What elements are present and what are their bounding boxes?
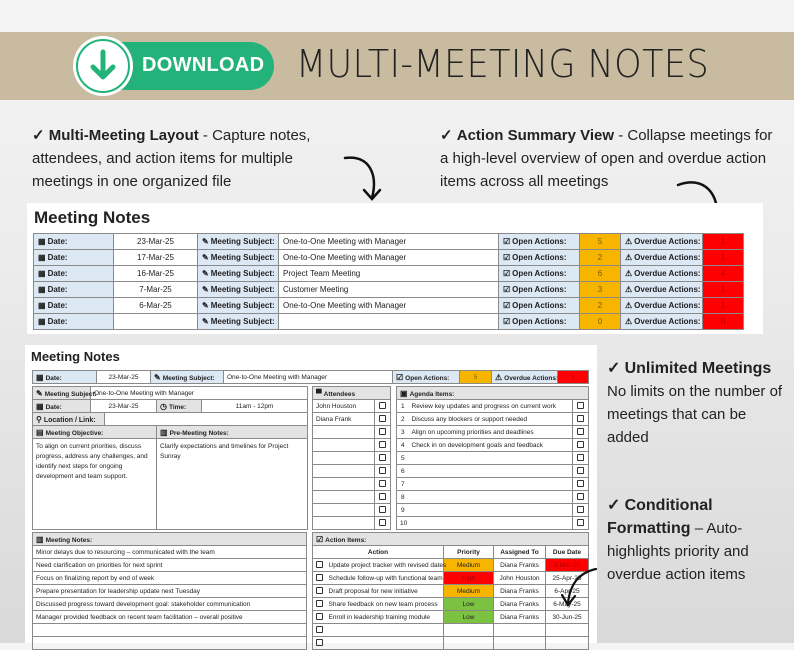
attendee-row — [313, 465, 391, 478]
action-row — [313, 598, 589, 611]
attendee-name[interactable]: Diana Frank — [313, 413, 375, 426]
overdue-actions-count: 1 — [703, 250, 744, 266]
detail-header-row — [32, 370, 589, 384]
calendar-icon: ▦ — [36, 401, 44, 411]
subject-value[interactable]: One-to-One Meeting with Manager — [224, 371, 393, 384]
assigned-to[interactable]: John Houston — [494, 572, 546, 585]
agenda-number: 7 — [397, 478, 409, 491]
agenda-header: ▣ Agenda Items: — [397, 387, 589, 400]
open-actions-label: ☑ Open Actions: — [499, 234, 580, 250]
priority-cell[interactable]: Medium — [444, 585, 494, 598]
date-label: ▦ Date: — [34, 250, 114, 266]
agenda-number: 6 — [397, 465, 409, 478]
note-row — [33, 624, 307, 637]
attendee-row — [313, 504, 391, 517]
attendee-name[interactable] — [313, 465, 375, 478]
check-icon: ✓ — [607, 360, 621, 377]
due-date[interactable]: 30-Jun-25 — [546, 611, 589, 624]
summary-sheet — [27, 203, 763, 334]
checkbox[interactable] — [379, 519, 386, 526]
open-actions-label: ☑ Open Actions: — [393, 371, 460, 384]
agenda-text[interactable]: Align on upcoming priorities and deadlines — [409, 426, 573, 439]
checkbox[interactable] — [379, 493, 386, 500]
note-row — [33, 572, 307, 585]
open-actions-count: 0 — [580, 314, 621, 330]
checkbox[interactable] — [379, 415, 386, 422]
note-row — [33, 546, 307, 559]
agenda-text[interactable]: Review key updates and progress on current work — [409, 400, 573, 413]
objective-label: ▤ Meeting Objective: — [33, 426, 157, 439]
assigned-to[interactable]: Diana Franks — [494, 559, 546, 572]
download-label: DOWNLOAD — [142, 54, 265, 76]
checkbox[interactable] — [379, 402, 386, 409]
note-text[interactable]: Discussed progress toward development goal: stakeholder communication — [33, 598, 307, 611]
action-items-header: ☑ Action Items: — [313, 533, 589, 546]
col-priority: Priority — [444, 546, 494, 559]
meeting-info-block — [32, 386, 308, 530]
note-row — [33, 585, 307, 598]
action-row — [313, 585, 589, 598]
attendee-name[interactable] — [313, 478, 375, 491]
overdue-actions-label: ⚠ Overdue Actions: — [621, 266, 703, 282]
warning-icon: ⚠ — [625, 317, 633, 326]
subject-label: ✎ Meeting Subject: — [198, 250, 279, 266]
priority-cell[interactable]: High — [444, 572, 494, 585]
note-text[interactable]: Manager provided feedback on recent team facilitation – overall positive — [33, 611, 307, 624]
warning-icon: ⚠ — [625, 237, 633, 246]
agenda-text[interactable]: Discuss any blockers or support needed — [409, 413, 573, 426]
agenda-text[interactable] — [409, 517, 573, 530]
subject-value[interactable]: One-to-One Meeting with Manager — [279, 250, 499, 266]
action-text[interactable]: Update project tracker with revised dates — [326, 559, 444, 572]
checkbox[interactable] — [577, 428, 584, 435]
page-title: MULTI-MEETING NOTES — [296, 42, 710, 86]
agenda-row — [397, 491, 589, 504]
assigned-to[interactable] — [494, 624, 546, 637]
priority-cell[interactable] — [444, 637, 494, 650]
calendar-icon: ▦ — [38, 301, 46, 310]
attendee-row — [313, 517, 391, 530]
action-text[interactable]: Draft proposal for new initiative — [326, 585, 444, 598]
attendee-name[interactable] — [313, 517, 375, 530]
action-row — [313, 637, 589, 650]
calendar-icon: ▦ — [38, 285, 46, 294]
attendee-name[interactable] — [313, 491, 375, 504]
warning-icon: ⚠ — [625, 285, 633, 294]
callout-title: Multi-Meeting Layout — [48, 127, 199, 144]
agenda-text[interactable] — [409, 478, 573, 491]
objective-text[interactable]: To align on current priorities, discuss progress, address any challenges, and identify next steps for ongoing development and team support. — [33, 439, 157, 530]
date-label: ▦ Date: — [34, 314, 114, 330]
agenda-number: 5 — [397, 452, 409, 465]
subject-value[interactable]: One-to-One Meeting with Manager — [279, 234, 499, 250]
checkbox-icon: ☑ — [503, 317, 511, 326]
priority-cell[interactable] — [444, 624, 494, 637]
date-value[interactable]: 23-Mar-25 — [114, 234, 198, 250]
action-row — [313, 624, 589, 637]
download-arrow-icon — [76, 39, 130, 93]
agenda-row — [397, 465, 589, 478]
summary-row[interactable] — [34, 266, 744, 282]
checkbox[interactable] — [379, 480, 386, 487]
subject-label: ✎ Meeting Subject: — [33, 387, 91, 400]
checkbox[interactable] — [577, 454, 584, 461]
note-text[interactable] — [33, 637, 307, 650]
checkbox[interactable] — [577, 467, 584, 474]
note-row — [33, 598, 307, 611]
curved-arrow-icon — [340, 150, 390, 205]
check-icon: ✓ — [440, 127, 453, 144]
agenda-text[interactable] — [409, 504, 573, 517]
calendar-icon: ▦ — [38, 317, 46, 326]
checkbox[interactable] — [379, 441, 386, 448]
curved-arrow-icon — [560, 565, 600, 610]
date-value[interactable]: 23-Mar-25 — [91, 400, 157, 413]
warning-icon: ⚠ — [625, 253, 633, 262]
agenda-row — [397, 413, 589, 426]
action-row — [313, 559, 589, 572]
checkbox[interactable] — [577, 519, 584, 526]
callout-body: No limits on the number of meetings that can be added — [607, 383, 783, 446]
attendee-name[interactable] — [313, 426, 375, 439]
checkbox[interactable] — [577, 402, 584, 409]
agenda-row — [397, 439, 589, 452]
sheet-title: Meeting Notes — [34, 208, 151, 227]
subject-label: ✎ Meeting Subject: — [198, 234, 279, 250]
calendar-icon: ▦ — [38, 237, 46, 246]
checkbox[interactable] — [316, 587, 323, 594]
pin-icon: ✎ — [202, 269, 209, 278]
attendee-row — [313, 452, 391, 465]
open-actions-count: 5 — [460, 371, 492, 384]
agenda-number: 4 — [397, 439, 409, 452]
callout-title: Conditional Formatting — [607, 497, 713, 537]
checkbox[interactable] — [379, 467, 386, 474]
summary-row[interactable] — [34, 298, 744, 314]
col-assigned: Assigned To — [494, 546, 546, 559]
overdue-actions-count: 0 — [703, 314, 744, 330]
subject-label: ✎ Meeting Subject: — [198, 266, 279, 282]
calendar-icon: ▦ — [38, 269, 46, 278]
checkbox[interactable] — [577, 415, 584, 422]
clock-icon: ◷ — [160, 401, 167, 411]
due-date[interactable] — [546, 637, 589, 650]
action-text[interactable]: Enroll in leadership training module — [326, 611, 444, 624]
download-button[interactable] — [78, 42, 274, 90]
due-date[interactable]: 6-May-25 — [546, 598, 589, 611]
location-value[interactable] — [105, 413, 308, 426]
open-actions-count: 6 — [580, 266, 621, 282]
pin-icon: ✎ — [202, 285, 209, 294]
pin-icon: ✎ — [202, 253, 209, 262]
open-actions-count: 2 — [580, 250, 621, 266]
date-label: ▦ Date: — [34, 234, 114, 250]
date-label: ▦ Date: — [33, 400, 91, 413]
summary-row[interactable] — [34, 250, 744, 266]
action-text[interactable]: Share feedback on new team process — [326, 598, 444, 611]
pre-notes-label: ▥ Pre-Meeting Notes: — [157, 426, 308, 439]
callout-title: Unlimited Meetings — [624, 360, 772, 377]
callout-body: - Collapse meetings for a high-level overview of open and overdue action items across all meetings — [440, 127, 773, 190]
agenda-number: 2 — [397, 413, 409, 426]
notebook-icon: ▥ — [36, 534, 44, 544]
callout-conditional-formatting — [607, 494, 777, 586]
priority-cell[interactable]: Low — [444, 598, 494, 611]
detail-sheet — [25, 345, 597, 643]
callout-unlimited-meetings — [607, 357, 787, 449]
pin-icon: ✎ — [154, 372, 161, 382]
agenda-row — [397, 400, 589, 413]
pin-icon: ✎ — [202, 317, 209, 326]
subject-value[interactable]: Project Team Meeting — [279, 266, 499, 282]
col-due: Due Date — [546, 546, 589, 559]
date-value[interactable]: 16-Mar-25 — [114, 266, 198, 282]
check-icon: ✓ — [32, 127, 45, 144]
agenda-row — [397, 426, 589, 439]
checkbox-icon: ☑ — [503, 285, 511, 294]
checkbox[interactable] — [379, 454, 386, 461]
agenda-number: 8 — [397, 491, 409, 504]
overdue-actions-count: 4 — [703, 266, 744, 282]
checkbox[interactable] — [316, 626, 323, 633]
overdue-actions-label: ⚠ Overdue Actions: — [621, 250, 703, 266]
assigned-to[interactable]: Diana Franks — [494, 585, 546, 598]
pin-icon: ✎ — [202, 237, 209, 246]
note-text[interactable]: Prepare presentation for leadership update next Tuesday — [33, 585, 307, 598]
subject-value[interactable] — [279, 314, 499, 330]
date-value[interactable]: 17-Mar-25 — [114, 250, 198, 266]
attendees-table — [312, 386, 391, 530]
note-row — [33, 637, 307, 650]
checkbox[interactable] — [379, 506, 386, 513]
attendee-name[interactable]: John Houston — [313, 400, 375, 413]
subject-value[interactable]: Customer Meeting — [279, 282, 499, 298]
open-actions-label: ☑ Open Actions: — [499, 282, 580, 298]
checkbox-icon: ☑ — [503, 253, 511, 262]
checkbox[interactable] — [316, 639, 323, 646]
checkbox[interactable] — [379, 428, 386, 435]
time-label: ◷ Time: — [157, 400, 202, 413]
checkbox-icon: ☑ — [316, 534, 324, 544]
agenda-row — [397, 517, 589, 530]
date-value[interactable]: 6-Mar-25 — [114, 298, 198, 314]
checkbox-icon: ☑ — [396, 372, 404, 382]
open-actions-count: 3 — [580, 282, 621, 298]
action-text[interactable] — [326, 637, 444, 650]
meeting-notes-table — [32, 532, 307, 650]
attendee-row — [313, 439, 391, 452]
open-actions-label: ☑ Open Actions: — [499, 250, 580, 266]
attendee-row — [313, 413, 391, 426]
summary-row[interactable] — [34, 234, 744, 250]
overdue-actions-label: ⚠ Overdue Actions: — [621, 282, 703, 298]
callout-body: – Auto-highlights priority and overdue action items — [607, 520, 749, 583]
overdue-actions-count: 1 — [703, 282, 744, 298]
subject-label: ✎ Meeting Subject: — [198, 282, 279, 298]
action-row — [313, 611, 589, 624]
location-label: ⚲ Location / Link: — [33, 413, 105, 426]
checkbox-icon: ☑ — [503, 237, 511, 246]
date-label: ▦ Date: — [34, 298, 114, 314]
subject-label: ✎ Meeting Subject: — [198, 298, 279, 314]
date-label: ▦ Date: — [34, 282, 114, 298]
attendee-name[interactable] — [313, 439, 375, 452]
overdue-actions-label: ⚠ Overdue Actions: — [621, 234, 703, 250]
checkbox[interactable] — [577, 480, 584, 487]
callout-title: Action Summary View — [456, 127, 615, 144]
due-date[interactable]: 25-Apr-25 — [546, 572, 589, 585]
checkbox-icon: ☑ — [503, 301, 511, 310]
open-actions-count: 5 — [580, 234, 621, 250]
pin-icon: ✎ — [202, 301, 209, 310]
checkbox[interactable] — [316, 600, 323, 607]
priority-cell[interactable]: Low — [444, 611, 494, 624]
checkbox[interactable] — [316, 613, 323, 620]
subject-value[interactable]: One-to-One Meeting with Manager — [91, 387, 308, 400]
due-date[interactable]: 6-Apr-25 — [546, 585, 589, 598]
agenda-row — [397, 452, 589, 465]
agenda-number: 10 — [397, 517, 409, 530]
attendee-row — [313, 491, 391, 504]
calendar-icon: ▦ — [38, 253, 46, 262]
time-value[interactable]: 11am - 12pm — [202, 400, 308, 413]
date-label: ▦ Date: — [33, 371, 97, 384]
agenda-row — [397, 504, 589, 517]
warning-icon: ⚠ — [625, 269, 633, 278]
overdue-actions-label: ⚠ Overdue Actions: — [492, 371, 558, 384]
overdue-actions-count: 1 — [703, 234, 744, 250]
note-text[interactable]: Minor delays due to resourcing – communicated with the team — [33, 546, 307, 559]
notebook-icon: ▥ — [160, 427, 168, 437]
action-row — [313, 572, 589, 585]
location-pin-icon: ⚲ — [36, 414, 42, 424]
pin-icon: ✎ — [36, 388, 43, 398]
checkbox[interactable] — [577, 441, 584, 448]
attendee-row — [313, 400, 391, 413]
agenda-text[interactable] — [409, 452, 573, 465]
document-icon: ▤ — [36, 427, 44, 437]
attendee-row — [313, 426, 391, 439]
agenda-text[interactable] — [409, 465, 573, 478]
notes-header: ▥ Meeting Notes: — [33, 533, 307, 546]
warning-icon: ⚠ — [495, 372, 503, 382]
warning-icon: ⚠ — [625, 301, 633, 310]
overdue-actions-count: 1 — [558, 371, 589, 384]
date-value[interactable]: 23-Mar-25 — [97, 371, 151, 384]
subject-label: ✎ Meeting Subject: — [151, 371, 224, 384]
action-text[interactable]: Schedule follow-up with functional team — [326, 572, 444, 585]
open-actions-label: ☑ Open Actions: — [499, 266, 580, 282]
priority-cell[interactable]: Medium — [444, 559, 494, 572]
people-icon: ▀ — [316, 388, 322, 398]
pre-notes-text[interactable]: Clarify expectations and timelines for Project Sunray — [157, 439, 308, 530]
checkbox[interactable] — [577, 506, 584, 513]
note-row — [33, 559, 307, 572]
attendees-header: ▀ Attendees — [313, 387, 391, 400]
assigned-to[interactable] — [494, 637, 546, 650]
overdue-actions-label: ⚠ Overdue Actions: — [621, 298, 703, 314]
assigned-to[interactable]: Diana Franks — [494, 598, 546, 611]
check-icon: ✓ — [607, 497, 621, 514]
open-actions-label: ☑ Open Actions: — [499, 298, 580, 314]
action-items-table — [312, 532, 589, 650]
assigned-to[interactable]: Diana Franks — [494, 611, 546, 624]
attendee-name[interactable] — [313, 504, 375, 517]
agenda-text[interactable] — [409, 491, 573, 504]
note-row — [33, 611, 307, 624]
clipboard-icon: ▣ — [400, 388, 408, 398]
date-label: ▦ Date: — [34, 266, 114, 282]
note-text[interactable]: Need clarification on priorities for next sprint — [33, 559, 307, 572]
sheet-title: Meeting Notes — [31, 349, 120, 364]
open-actions-count: 2 — [580, 298, 621, 314]
col-action: Action — [313, 546, 444, 559]
checkbox[interactable] — [316, 561, 323, 568]
summary-table — [33, 233, 744, 330]
callout-multi-meeting-layout — [32, 124, 342, 193]
open-actions-label: ☑ Open Actions: — [499, 314, 580, 330]
action-text[interactable] — [326, 624, 444, 637]
due-date[interactable]: 2-Mar-25 — [546, 559, 589, 572]
agenda-number: 3 — [397, 426, 409, 439]
checkbox[interactable] — [316, 574, 323, 581]
due-date[interactable] — [546, 624, 589, 637]
agenda-number: 9 — [397, 504, 409, 517]
agenda-table — [396, 386, 589, 530]
checkbox-icon: ☑ — [503, 269, 511, 278]
subject-value[interactable]: One-to-One Meeting with Manager — [279, 298, 499, 314]
summary-row[interactable] — [34, 282, 744, 298]
summary-row[interactable] — [34, 314, 744, 330]
agenda-row — [397, 478, 589, 491]
note-text[interactable]: Focus on finalizing report by end of week — [33, 572, 307, 585]
calendar-icon: ▦ — [36, 372, 44, 382]
attendee-row — [313, 478, 391, 491]
checkbox[interactable] — [577, 493, 584, 500]
callout-body: - Capture notes, attendees, and action items for multiple meetings in one organized file — [32, 127, 311, 190]
overdue-actions-label: ⚠ Overdue Actions: — [621, 314, 703, 330]
agenda-text[interactable]: Check in on development goals and feedback — [409, 439, 573, 452]
overdue-actions-count: 1 — [703, 298, 744, 314]
subject-label: ✎ Meeting Subject: — [198, 314, 279, 330]
agenda-number: 1 — [397, 400, 409, 413]
note-text[interactable] — [33, 624, 307, 637]
attendee-name[interactable] — [313, 452, 375, 465]
date-value[interactable] — [114, 314, 198, 330]
date-value[interactable]: 7-Mar-25 — [114, 282, 198, 298]
